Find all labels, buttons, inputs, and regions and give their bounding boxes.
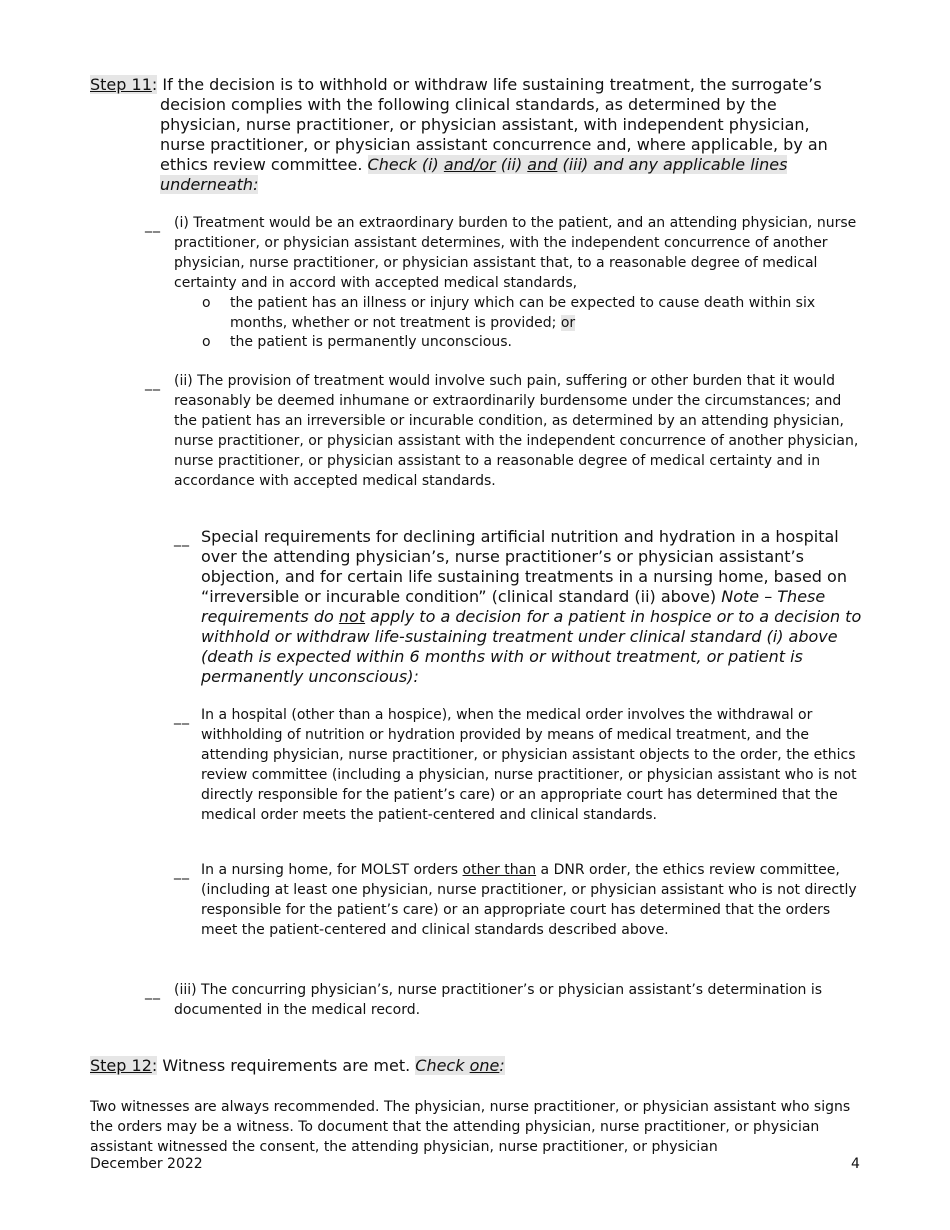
special-requirements-checkbox-line[interactable]: __ bbox=[174, 531, 190, 547]
step-12-label: Step 12 bbox=[90, 1056, 152, 1075]
nursing-home-checkbox-line[interactable]: __ bbox=[174, 864, 190, 880]
special-requirements-text: Special requirements for declining artificial nutrition and hydration in a hospital over the attending physician’s, nurse practitioner’s or physician assistant’s objection, and for certain life sustaining treatments in a nursing home, based on “irreversible or incurable condition” (clinical standard (ii) above) Note – These requirements do not apply to a decision for a patient in hospice or to a decision to withhold or withdraw life-sustaining treatment under clinical standard (i) above (death is expected within 6 months with or without treatment, or patient is permanently unconscious): bbox=[201, 527, 862, 686]
hospital-requirement-text: In a hospital (other than a hospice), when the medical order involves the withdrawal or withholding of nutrition or hydration provided by means of medical treatment, and the attending physician, nurse practitioner, or physician assistant objects to the order, the ethics review committee (including a physician, nurse practitioner, or physician assistant who is not directly responsible for the patient’s care) or an appropriate court has determined that the medical order meets the patient-centered and clinical standards. bbox=[201, 707, 857, 823]
criterion-iii-checkbox-line[interactable]: __ bbox=[145, 984, 161, 1000]
criterion-ii-checkbox-line[interactable]: __ bbox=[145, 375, 161, 391]
step-11-instruction: Check (i) and/or (ii) and (iii) and any applicable lines underneath: bbox=[160, 155, 788, 194]
step-11-text: decision complies with the following clinical standards, as determined by the physician, nurse practitioner, or physician assistant, with independent physician, nurse practitioner, or physician assistant concurrence and, where applicable, by an ethics review committee. bbox=[160, 95, 828, 174]
step-11-label: Step 11 bbox=[90, 75, 152, 94]
criterion-i-checkbox-line[interactable]: __ bbox=[145, 217, 161, 233]
step-12-heading bbox=[90, 1056, 840, 1076]
special-requirements-note: Note – These requirements do not apply to a decision for a patient in hospice or to a decision to withhold or withdraw life-sustaining treatment under clinical standard (i) above (death is expected within 6 months with or without treatment, or patient is permanently unconscious): bbox=[201, 587, 862, 686]
witness-paragraph: Two witnesses are always recommended. The physician, nurse practitioner, or physician assistant who signs the orders may be a witness. To document that the attending physician, nurse practitioner, or physician assistant witnessed the consent, the attending physician, nurse practitioner, or physician bbox=[90, 1099, 851, 1155]
hospital-checkbox-line[interactable]: __ bbox=[174, 709, 190, 725]
footer-page-number: 4 bbox=[851, 1156, 860, 1172]
step-11-continuation bbox=[90, 95, 840, 195]
step-12-instruction: Check one: bbox=[415, 1056, 505, 1075]
criterion-i-text: (i) Treatment would be an extraordinary burden to the patient, and an attending physician, nurse practitioner, or physician assistant determines, with the independent concurrence of another physician, nurse practitioner, or physician assistant that, to a reasonable degree of medical certainty and in accord with accepted medical standards, bbox=[174, 215, 857, 291]
nursing-home-requirement-text: In a nursing home, for MOLST orders other than a DNR order, the ethics review committee, (including at least one physician, nurse practitioner, or physician assistant who is not directly responsible for the patient’s care) or an appropriate court has determined that the orders meet the patient-centered and clinical standards described above. bbox=[201, 862, 857, 938]
step-12-colon: : bbox=[151, 1056, 158, 1075]
criterion-i-bullet-2: o the patient is permanently unconscious. bbox=[202, 334, 512, 350]
step-12-text: Witness requirements are met. bbox=[157, 1056, 416, 1075]
footer-date: December 2022 bbox=[90, 1156, 203, 1172]
step-11-colon: : bbox=[151, 75, 158, 94]
step-11-text-first: If the decision is to withhold or withdraw life sustaining treatment, the surrogate’s bbox=[157, 75, 822, 94]
criterion-iii-text: (iii) The concurring physician’s, nurse practitioner’s or physician assistant’s determination is documented in the medical record. bbox=[174, 982, 823, 1018]
criterion-i-bullet-1: o the patient has an illness or injury which can be expected to cause death within six months, whether or not treatment is provided; or bbox=[202, 295, 816, 331]
criterion-ii-text: (ii) The provision of treatment would involve such pain, suffering or other burden that it would reasonably be deemed inhumane or extraordinarily burdensome under the circumstances; and the patient has an irreversible or incurable condition, as determined by an attending physician, nurse practitioner, or physician assistant with the independent concurrence of another physician, nurse practitioner, or physician assistant to a reasonable degree of medical certainty and in accordance with accepted medical standards. bbox=[174, 373, 859, 489]
step-11-heading bbox=[90, 75, 840, 195]
